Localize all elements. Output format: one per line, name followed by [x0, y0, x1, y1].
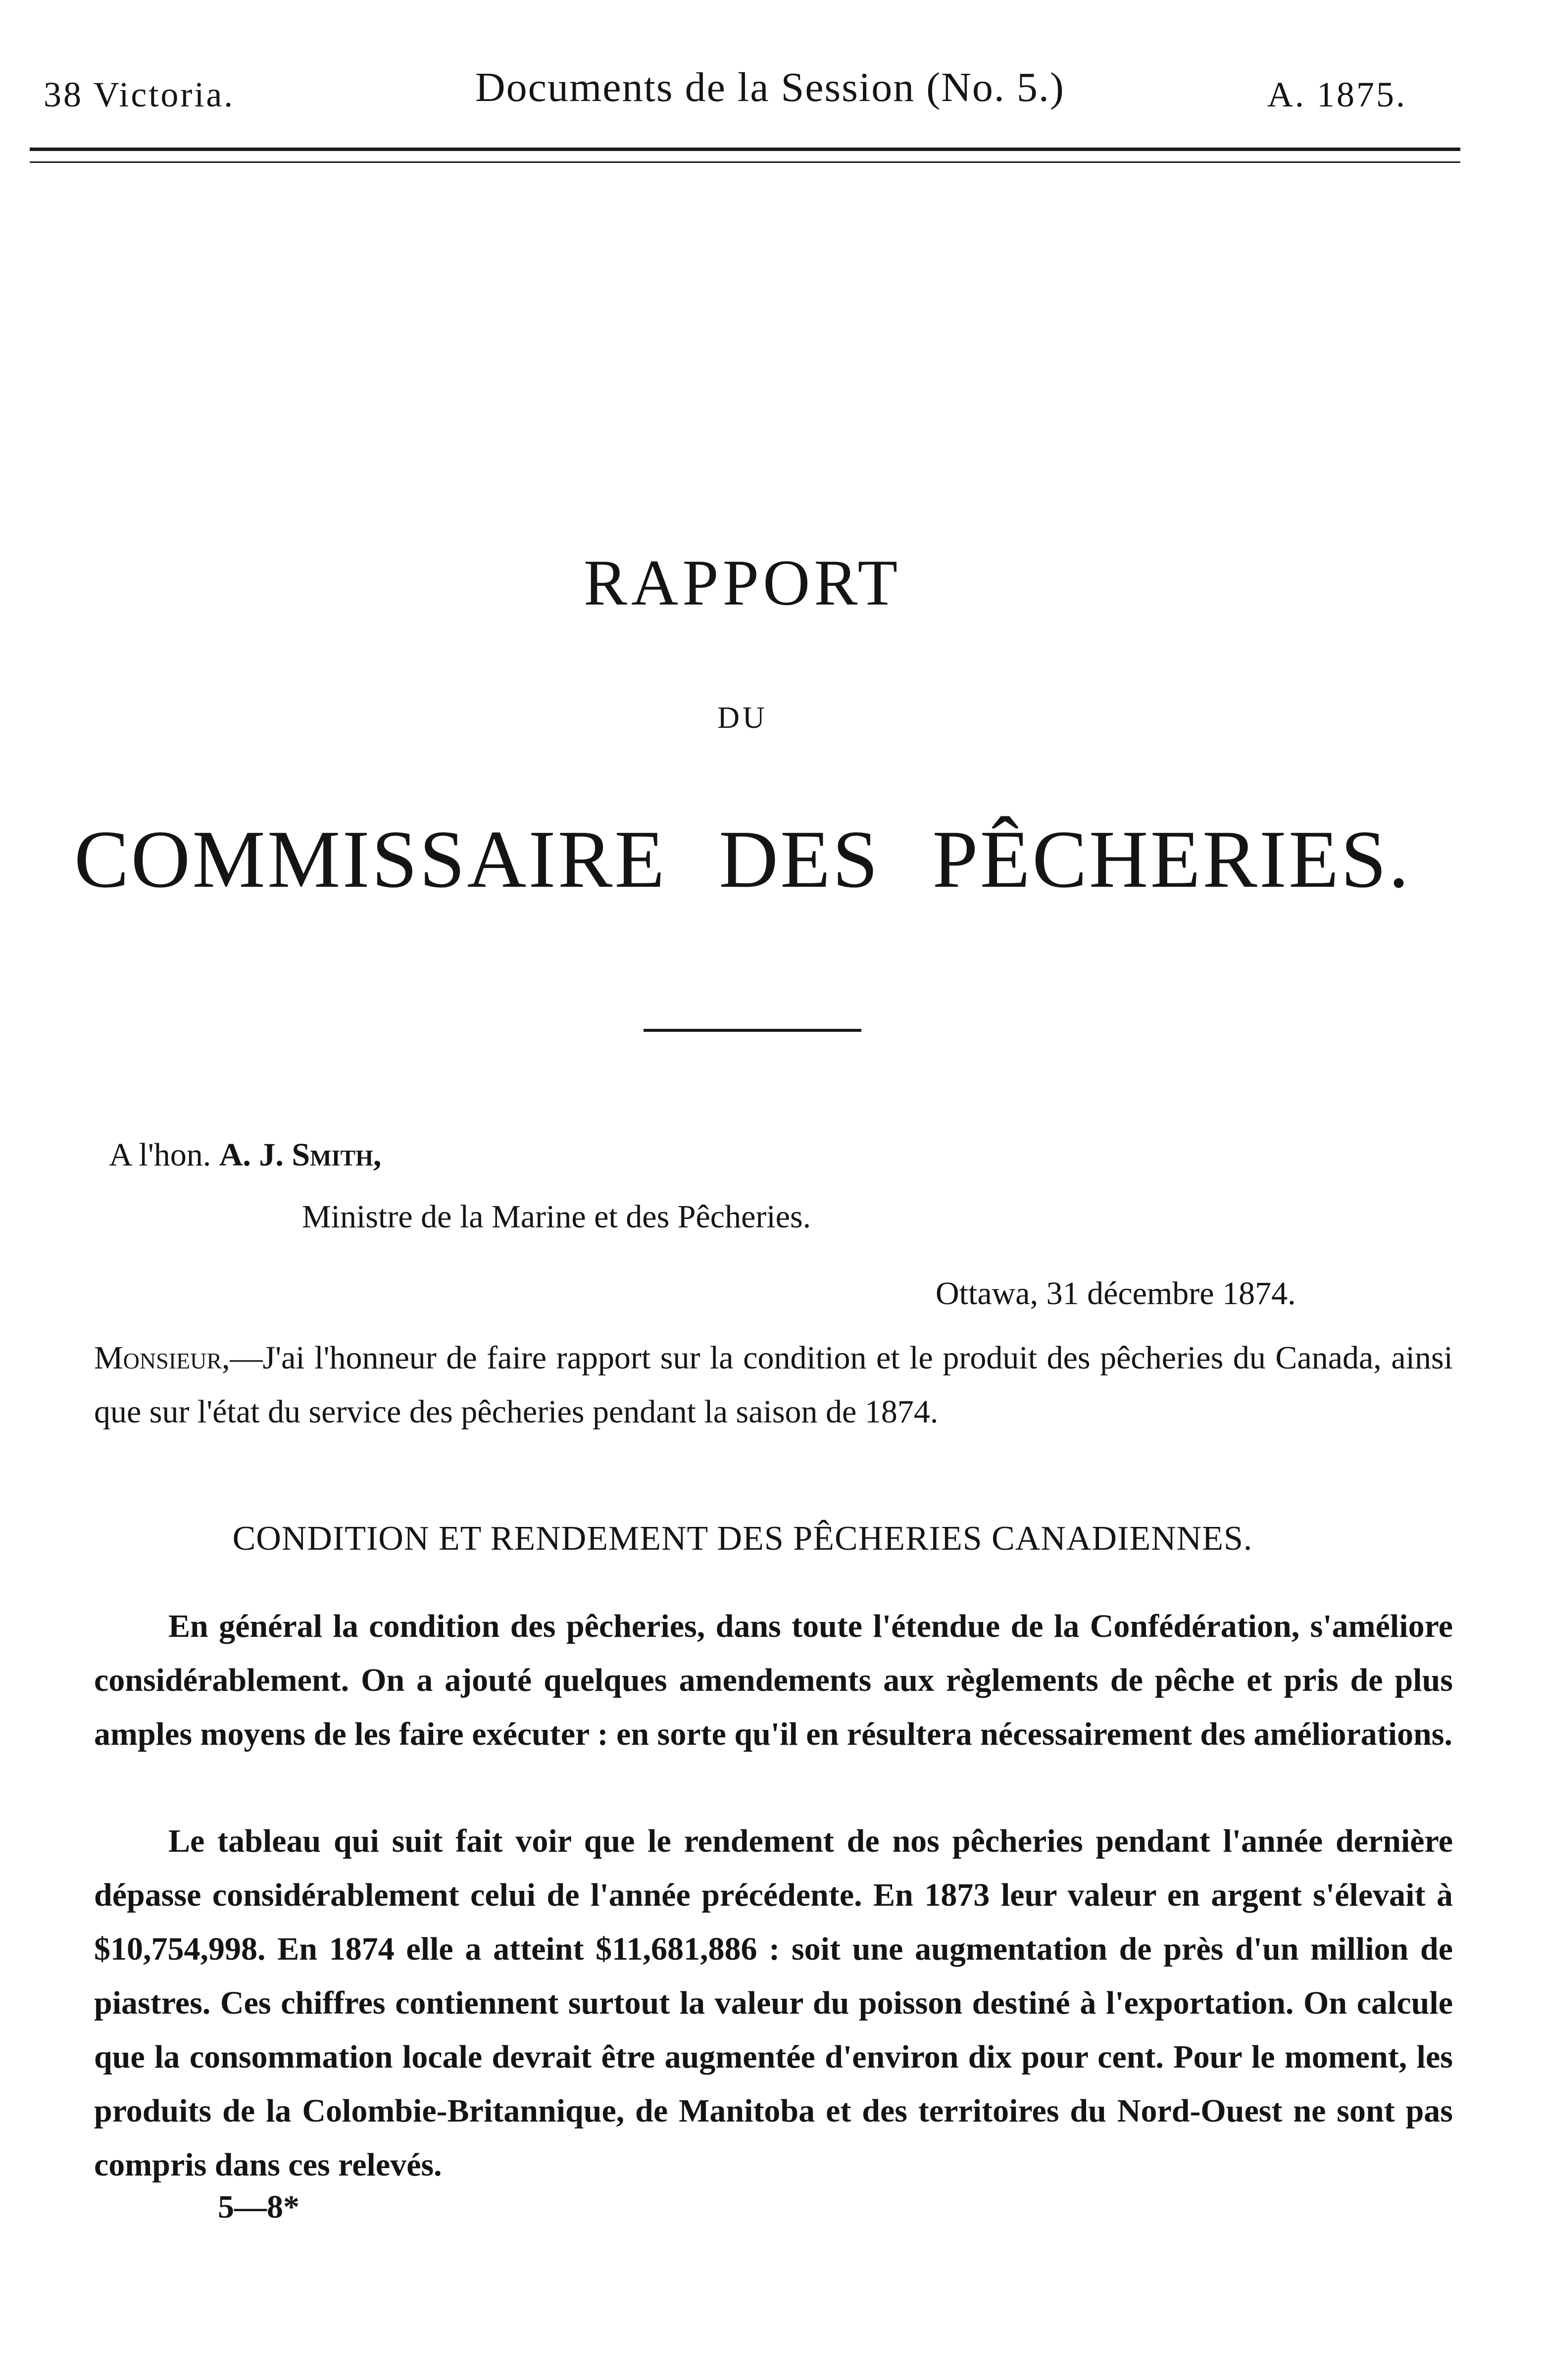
header-rule-thin — [30, 161, 1460, 163]
addressee-line — [109, 1136, 381, 1174]
header-rule-thick — [30, 148, 1460, 151]
title-separator-rule — [644, 1029, 861, 1032]
section-heading: CONDITION ET RENDEMENT DES PÊCHERIES CANADIENNES. — [232, 1519, 1253, 1558]
running-header-year: A. 1875. — [1267, 75, 1407, 114]
paragraph-general-condition: En général la condition des pêcheries, dans toute l'étendue de la Confédération, s'améliore considérablement. On a ajouté quelques amendements aux règlements de pêche et pris de plus amples moyens de les faire exécuter : en sorte qu'il en résultera nécessairement des améliorations. — [94, 1608, 1453, 1752]
running-header-title: Documents de la Session (No. 5.) — [475, 64, 1065, 110]
place-and-date: Ottawa, 31 décembre 1874. — [936, 1275, 1296, 1312]
report-title-commissioner: COMMISSAIRE DES PÊCHERIES. — [74, 813, 1411, 905]
addressee-name: A. J. Smith, — [219, 1137, 382, 1173]
paragraph-yield-figures: Le tableau qui suit fait voir que le rendement de nos pêcheries pendant l'année dernière dépasse considérablement celui de l'année précédente. En 1873 leur valeur en argent s'élevait à $10,754,998. En 1874 elle a atteint $11,681,886 : soit une augmentation de près d'un million de piastres. Ces chiffres contiennent surtout la valeur du poisson destiné à l'exportation. On calcule que la consommation locale devrait être augmentée d'environ dix pour cent. Pour le moment, les produits de la Colombie-Britannique, de Manitoba et des territoires du Nord-Ouest ne sont pas compris dans ces relevés. — [94, 1823, 1453, 2183]
report-title: RAPPORT — [583, 546, 902, 619]
addressee-role: Ministre de la Marine et des Pêcheries. — [302, 1199, 811, 1235]
opening-text: —J'ai l'honneur de faire rapport sur la condition et le produit des pêcheries du Canada, ainsi que sur l'état du service des pêcheries pendant la saison de 1874. — [94, 1340, 1453, 1430]
running-header-volume: 38 Victoria. — [44, 75, 235, 114]
opening-paragraph — [94, 1331, 1453, 1439]
salutation: Monsieur, — [94, 1340, 230, 1376]
printer-signature-mark: 5—8* — [218, 2189, 299, 2225]
report-title-connector: DU — [717, 701, 768, 735]
addressee-prefix: A l'hon. — [109, 1137, 211, 1173]
